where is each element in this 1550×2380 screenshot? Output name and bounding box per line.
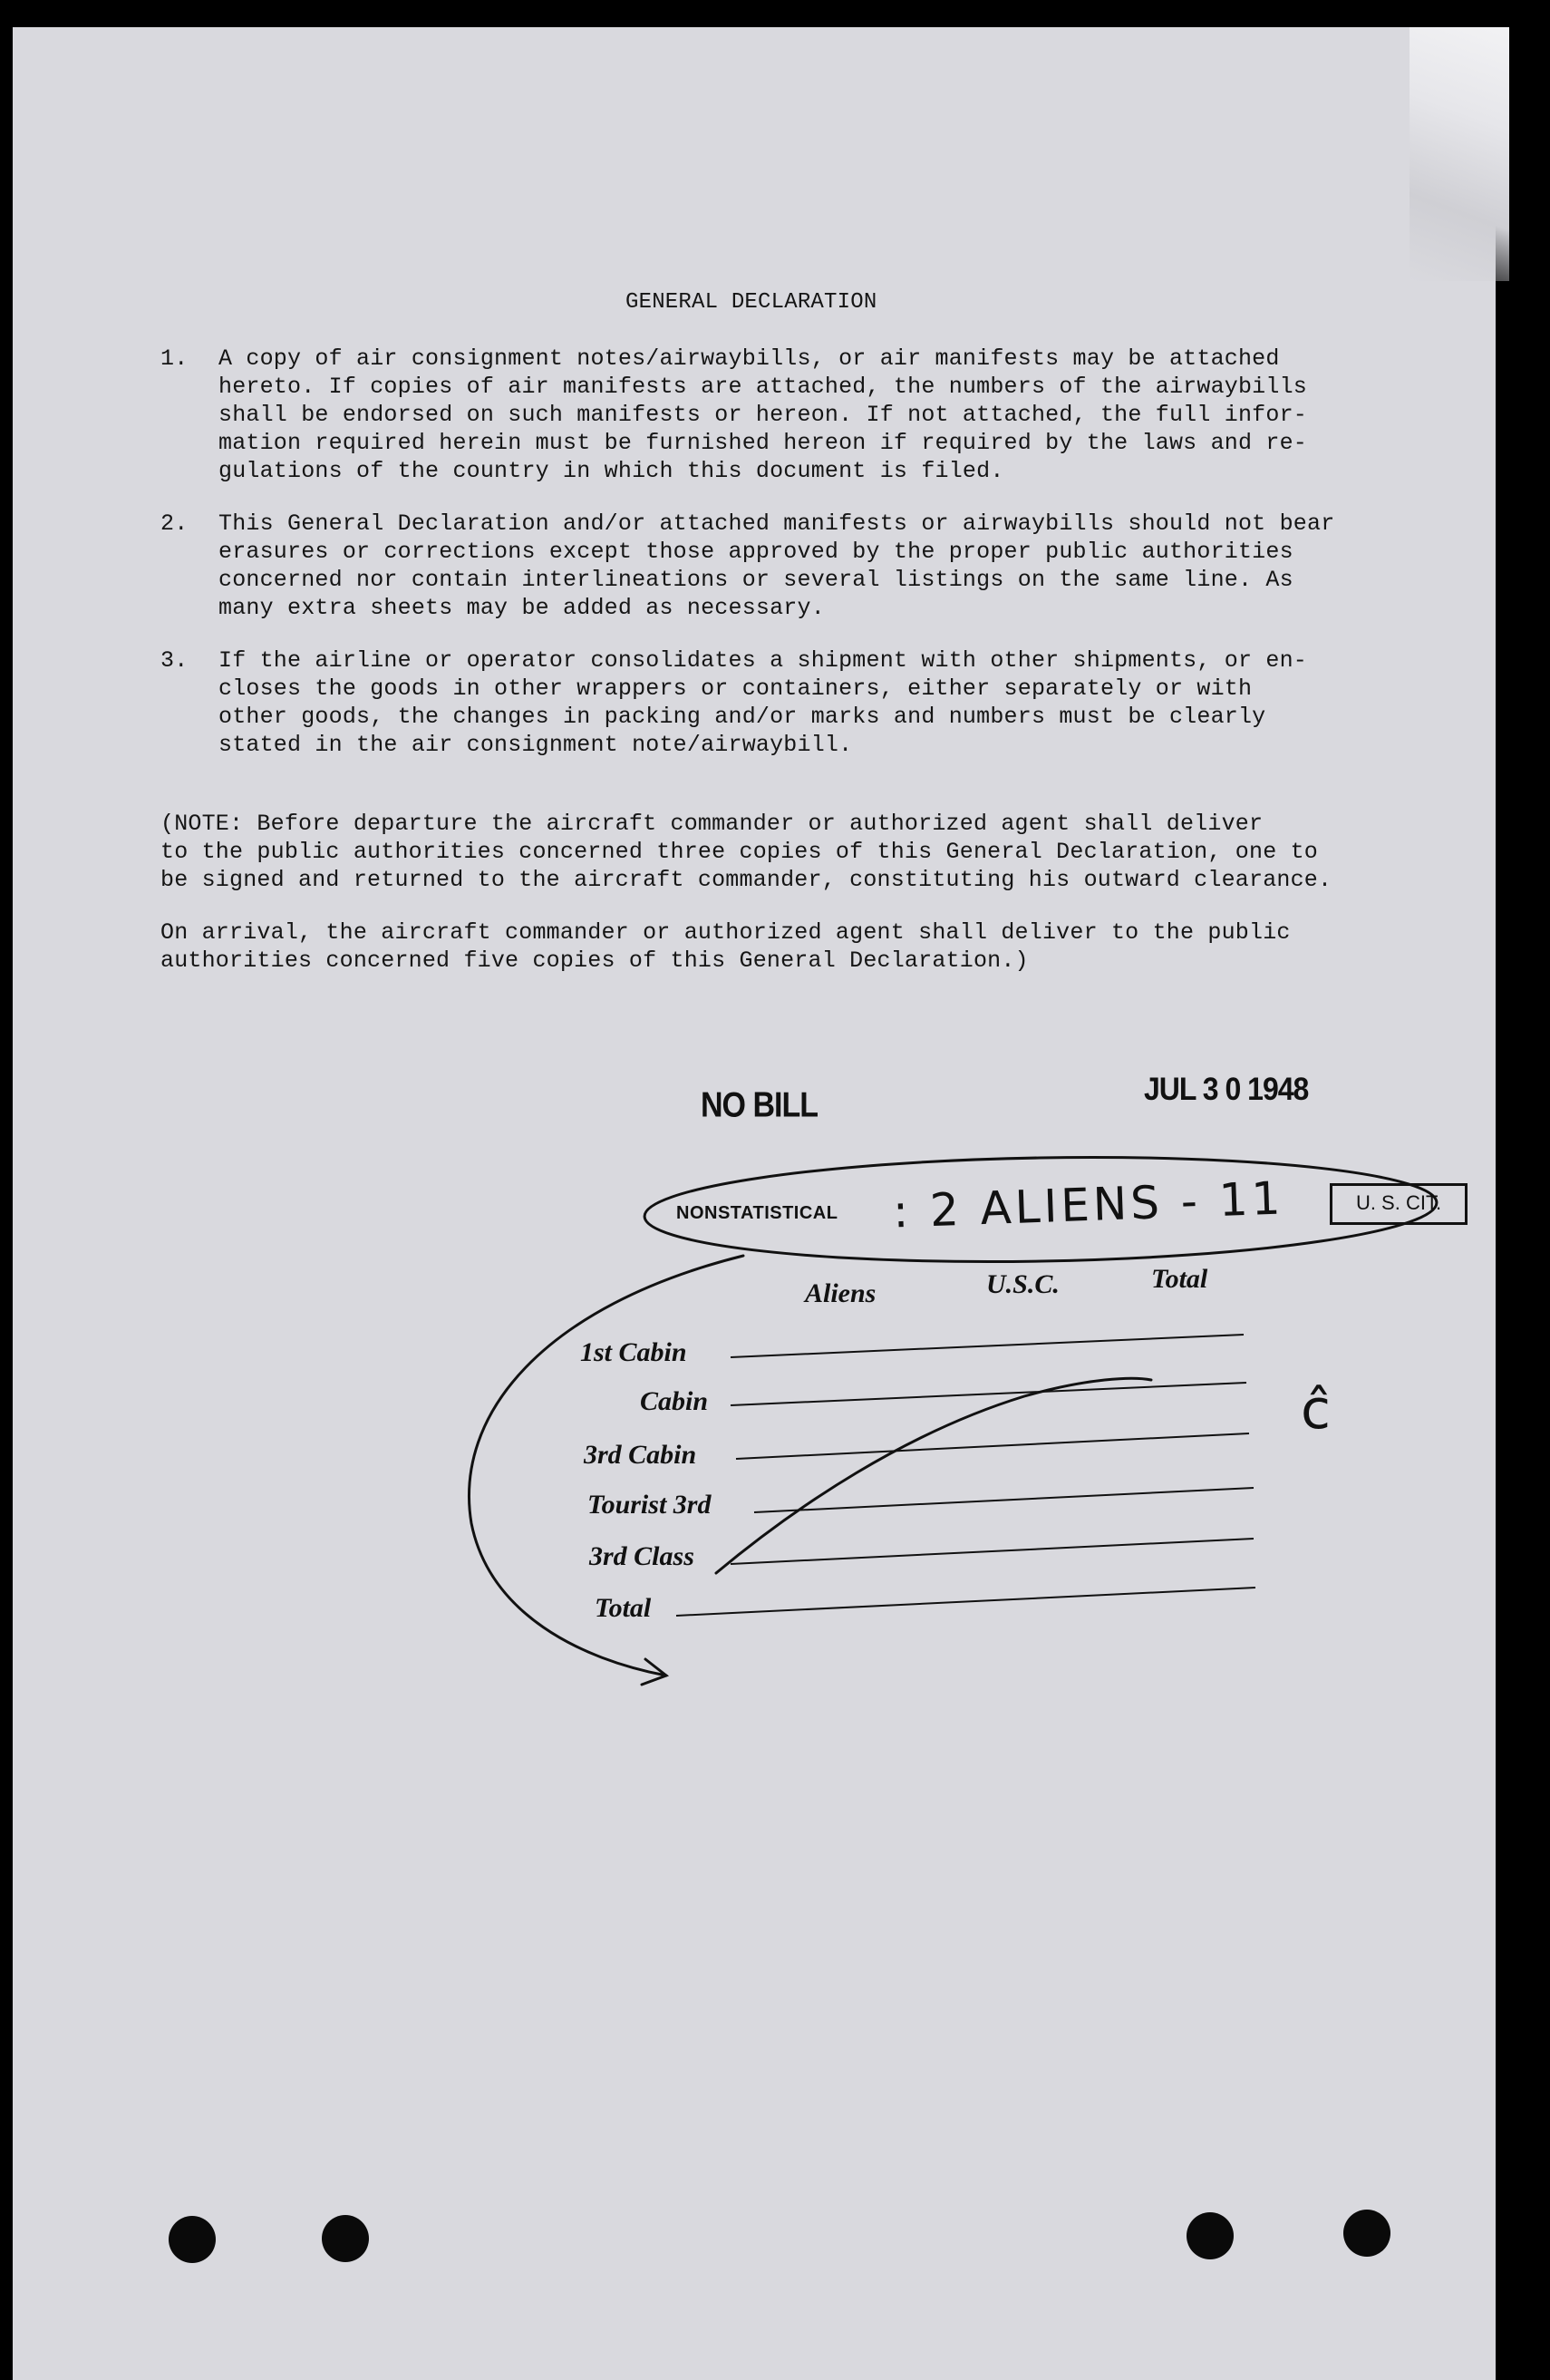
rule-3rd-class — [731, 1539, 1254, 1564]
row-label-1st-cabin: 1st Cabin — [580, 1337, 687, 1367]
us-cit-label: U. S. CIT. — [1355, 1191, 1442, 1214]
arrival-line-2: authorities concerned five copies of this General Declaration.) — [160, 947, 1029, 974]
no-bill-stamp: NO BILL — [701, 1085, 818, 1125]
row-label-3rd-cabin: 3rd Cabin — [584, 1440, 697, 1470]
header-aliens: Aliens — [805, 1278, 877, 1308]
punch-hole-2 — [322, 2215, 369, 2262]
note-line-3: be signed and returned to the aircraft commander, constituting his outward clearance. — [160, 867, 1332, 893]
note-line-1: (NOTE: Before departure the aircraft commander or authorized agent shall deliver — [160, 811, 1264, 837]
item-1-line-5: gulations of the country in which this document is filed. — [218, 458, 1004, 484]
date-stamp: JUL 3 0 1948 — [1144, 1071, 1309, 1107]
punch-hole-4 — [1343, 2210, 1390, 2257]
document-title: GENERAL DECLARATION — [625, 290, 877, 315]
item-1-line-2: hereto. If copies of air manifests are attached, the numbers of the airwaybills — [218, 374, 1307, 400]
row-label-3rd-class: 3rd Class — [589, 1541, 694, 1571]
item-3-line-1: If the airline or operator consolidates a shipment with other shipments, or en- — [218, 647, 1307, 674]
handwritten-mark: ĉ — [1301, 1378, 1331, 1442]
rule-cabin — [731, 1383, 1246, 1405]
item-2-line-4: many extra sheets may be added as necessary. — [218, 595, 825, 621]
rule-tourist-3rd — [754, 1488, 1254, 1512]
nonstatistical-stamp: NONSTATISTICAL — [676, 1203, 838, 1223]
punch-hole-1 — [169, 2216, 216, 2263]
hand-drawn-ellipse — [644, 1151, 1438, 1268]
punch-hole-3 — [1187, 2212, 1234, 2259]
arrival-line-1: On arrival, the aircraft commander or authorized agent shall deliver to the public — [160, 919, 1291, 946]
item-1-line-3: shall be endorsed on such manifests or hereon. If not attached, the full infor- — [218, 402, 1307, 428]
item-1-number: 1. — [160, 345, 189, 372]
row-label-tourist-3rd: Tourist 3rd — [587, 1490, 712, 1520]
item-1-line-4: mation required herein must be furnished hereon if required by the laws and re- — [218, 430, 1307, 456]
row-label-total: Total — [595, 1593, 652, 1623]
hand-drawn-slash — [716, 1378, 1151, 1573]
header-usc: U.S.C. — [986, 1269, 1060, 1299]
rule-3rd-cabin — [736, 1433, 1249, 1459]
item-3-line-2: closes the goods in other wrappers or containers, either separately or with — [218, 675, 1253, 702]
item-2-number: 2. — [160, 510, 189, 537]
row-label-cabin: Cabin — [640, 1386, 709, 1416]
hand-drawn-arrow-curve — [470, 1256, 744, 1676]
note-line-2: to the public authorities concerned three copies of this General Declaration, one to — [160, 839, 1319, 865]
item-3-line-4: stated in the air consignment note/airwaybill. — [218, 732, 853, 758]
item-3-number: 3. — [160, 647, 189, 674]
item-2-line-3: concerned nor contain interlineations or several listings on the same line. As — [218, 567, 1293, 593]
item-2-line-1: This General Declaration and/or attached manifests or airwaybills should not bear — [218, 510, 1335, 537]
item-2-line-2: erasures or corrections except those approved by the proper public authorities — [218, 539, 1293, 565]
item-3-line-3: other goods, the changes in packing and/or marks and numbers must be clearly — [218, 704, 1266, 730]
item-1-line-1: A copy of air consignment notes/airwaybills, or air manifests may be attached — [218, 345, 1280, 372]
handwritten-aliens-note: : 2 ALIENS - 11 — [892, 1171, 1285, 1239]
header-total: Total — [1151, 1264, 1208, 1294]
rule-total — [676, 1588, 1255, 1616]
rule-1st-cabin — [731, 1335, 1244, 1357]
